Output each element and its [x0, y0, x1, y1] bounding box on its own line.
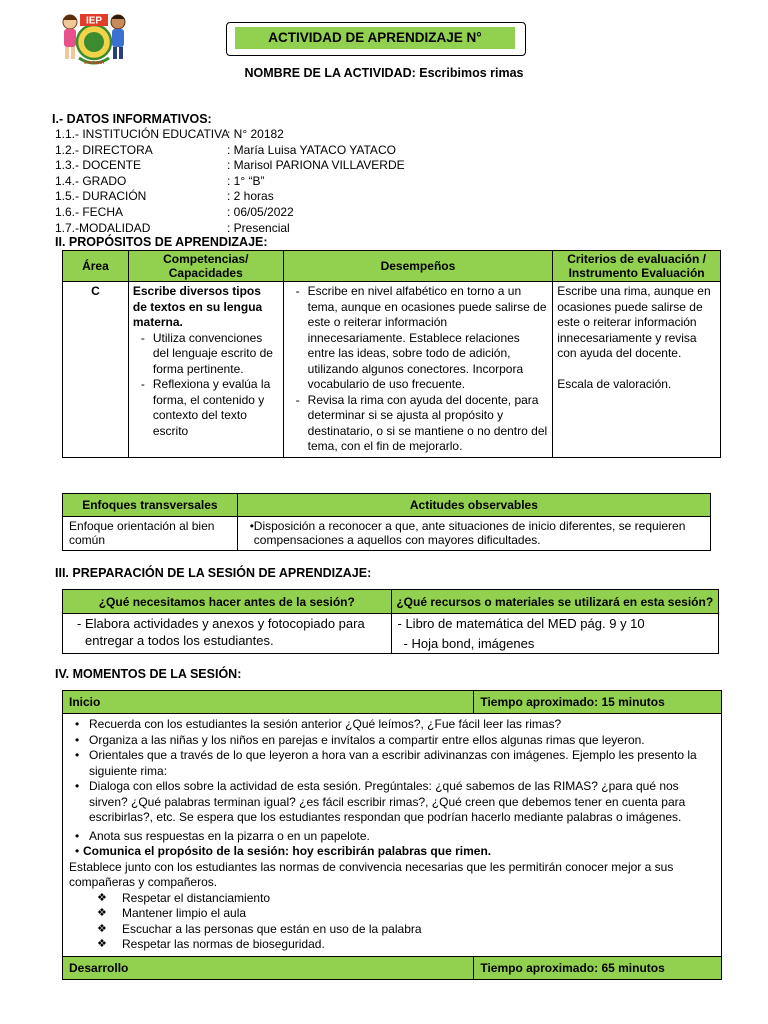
- header-actitudes: Actitudes observables: [237, 494, 710, 517]
- datos-value: : María Luisa YATACO YATACO: [227, 142, 396, 157]
- datos-value: : N° 20182: [227, 127, 284, 141]
- enfoque-cell: Enfoque orientación al bien común: [63, 517, 238, 551]
- norma-item: ❖ Escuchar a las personas que están en uso de la palabra: [69, 922, 715, 938]
- actitud-text: • Disposición a reconocer a que, ante situaciones de inicio diferentes, se requieren compensaciones a aquellos con mayores dificultades.: [244, 519, 704, 547]
- inicio-bullet: • Orientales que a través de lo que leyeron a hora van a escribir adivinanzas con imágenes. Ejemplo les presento la siguiente rima:: [69, 748, 715, 779]
- header-recursos: ¿Qué recursos o materiales se utilizará en esta sesión?: [391, 590, 718, 614]
- proposito-label: Comunica el propósito de la sesión: [83, 844, 286, 858]
- competencias-cell: [128, 282, 283, 458]
- desempeno-item: - Escribe en nivel alfabético en torno a un tema, aunque en ocasiones puede salirse de este o reiterar información innecesariamente. Establece relaciones entre las ideas, sobre todo de adición, utilizando algunos conectores. Incorpora vocabulario de uso frecuente.: [288, 284, 549, 393]
- datos-key: 1.1.- INSTITUCIÓN EDUCATIVA: [55, 127, 230, 141]
- antes-text: - Elabora actividades y anexos y fotocopiado para entregar a todos los estudiantes.: [69, 615, 385, 649]
- logo-text: IEP: [85, 15, 103, 27]
- header-criterios: Criterios de evaluación / Instrumento Evaluación: [553, 251, 721, 282]
- inicio-bullet: • Anota sus respuestas en la pizarra o en un papelote.: [69, 829, 715, 845]
- inicio-bullet: • Organiza a las niñas y los niños en parejas e invítalos a compartir entre ellos algunas rimas que leyeron.: [69, 733, 715, 749]
- header-antes: ¿Qué necesitamos hacer antes de la sesión?: [63, 590, 392, 614]
- enfoques-table: [62, 493, 711, 551]
- desarrollo-label: Desarrollo: [63, 956, 474, 979]
- inicio-tiempo: Tiempo aproximado: 15 minutos: [474, 691, 722, 714]
- page-title: ACTIVIDAD DE APRENDIZAJE N°: [235, 27, 515, 49]
- norma-item: ❖ Mantener limpio el aula: [69, 906, 715, 922]
- antes-cell: [63, 614, 392, 654]
- desempenos-cell: [283, 282, 553, 458]
- school-logo: [58, 8, 130, 68]
- desarrollo-tiempo: Tiempo aproximado: 65 minutos: [474, 956, 722, 979]
- datos-key: 1.6.- FECHA: [55, 205, 124, 219]
- datos-row: [55, 205, 455, 220]
- datos-value: : 06/05/2022: [227, 205, 294, 219]
- datos-key: 1.5.- DURACIÓN: [55, 189, 147, 204]
- section-datos-heading: I.- DATOS INFORMATIVOS:: [52, 112, 212, 126]
- instrumento-text: Escala de valoración.: [557, 376, 672, 391]
- capacidad-item: - Reflexiona y evalúa la forma, el contenido y contexto del texto escrito: [133, 377, 279, 439]
- datos-row: [55, 221, 455, 236]
- datos-value: : Presencial: [227, 220, 290, 235]
- datos-value: : 1° “B”: [227, 173, 265, 188]
- capacidad-item: - Utiliza convenciones del lenguaje escrito de forma pertinente.: [133, 331, 279, 378]
- datos-row: [55, 189, 455, 204]
- criterios-cell: [553, 282, 721, 458]
- desempeno-item: - Revisa la rima con ayuda del docente, para determinar si se ajusta al propósito y destinatario, o si se mantiene o no dentro del tema, con el fin de mejorarlo.: [288, 393, 549, 455]
- header-desempenos: Desempeños: [283, 251, 553, 282]
- area-cell: C: [63, 282, 129, 458]
- section-propositos-heading: II. PROPÓSITOS DE APRENDIZAJE:: [55, 235, 268, 249]
- datos-row: [55, 143, 455, 158]
- header-enfoques: Enfoques transversales: [63, 494, 238, 517]
- datos-row: [55, 127, 455, 142]
- recurso-item: - Hoja bond, imágenes: [403, 636, 535, 651]
- section-momentos-heading: IV. MOMENTOS DE LA SESIÓN:: [55, 667, 242, 681]
- inicio-bullet: • Dialoga con ellos sobre la actividad de esta sesión. Pregúntales: ¿qué sabemos de las RIMAS? ¿para qué nos sirven? ¿Qué palabras terminan igual? ¿es fácil escribir rimas?, ¿Qué creen que debemos tener en cuenta para escribirlas?, etc. Se espera que los estudiantes respondan que podrían hacerlo mediante palabras o imágenes.: [69, 779, 715, 826]
- datos-row: [55, 158, 455, 173]
- recurso-item: - Libro de matemática del MED pág. 9 y 10: [397, 616, 645, 631]
- logo-seal-text: VALDIVIA: [83, 60, 105, 65]
- norma-item: ❖ Respetar el distanciamiento: [69, 891, 715, 907]
- criterio-text: Escribe una rima, aunque en ocasiones puede salirse de este o reiterar información innecesariamente y revisa con ayuda del docente.: [557, 284, 711, 360]
- header-area: Área: [63, 251, 129, 282]
- datos-value: : Marisol PARIONA VILLAVERDE: [227, 158, 405, 173]
- norma-item: ❖ Respetar las normas de bioseguridad.: [69, 937, 715, 953]
- section-preparacion-heading: III. PREPARACIÓN DE LA SESIÓN DE APRENDIZAJE:: [55, 566, 372, 580]
- momentos-table: [62, 690, 722, 980]
- competencia-text: Escribe diversos tipos de textos en su lengua materna.: [132, 284, 263, 329]
- datos-row: [55, 174, 455, 189]
- propositos-table: [62, 250, 721, 458]
- datos-key: 1.2.- DIRECTORA: [55, 142, 153, 157]
- inicio-bullet: • Recuerda con los estudiantes la sesión anterior ¿Qué leímos?, ¿Fue fácil leer las rimas?: [69, 717, 715, 733]
- preparacion-table: [62, 589, 719, 654]
- actitud-cell: [237, 517, 710, 551]
- header-competencias: Competencias/ Capacidades: [128, 251, 283, 282]
- datos-key: 1.3.- DOCENTE: [55, 158, 142, 173]
- recursos-cell: [391, 614, 718, 654]
- inicio-label: Inicio: [63, 691, 474, 714]
- normas-intro: Establece junto con los estudiantes las normas de convivencia necesarias que les permitirán conocer mejor a sus compañeras y compañeros.: [69, 859, 674, 889]
- datos-key: 1.4.- GRADO: [55, 173, 127, 188]
- proposito-line: [69, 844, 715, 860]
- proposito-text: : hoy escribirán palabras que rimen.: [285, 844, 492, 858]
- activity-name: NOMBRE DE LA ACTIVIDAD: Escribimos rimas: [244, 66, 524, 80]
- datos-key: 1.7.-MODALIDAD: [55, 220, 151, 235]
- inicio-content: [63, 714, 722, 957]
- datos-value: : 2 horas: [227, 189, 274, 204]
